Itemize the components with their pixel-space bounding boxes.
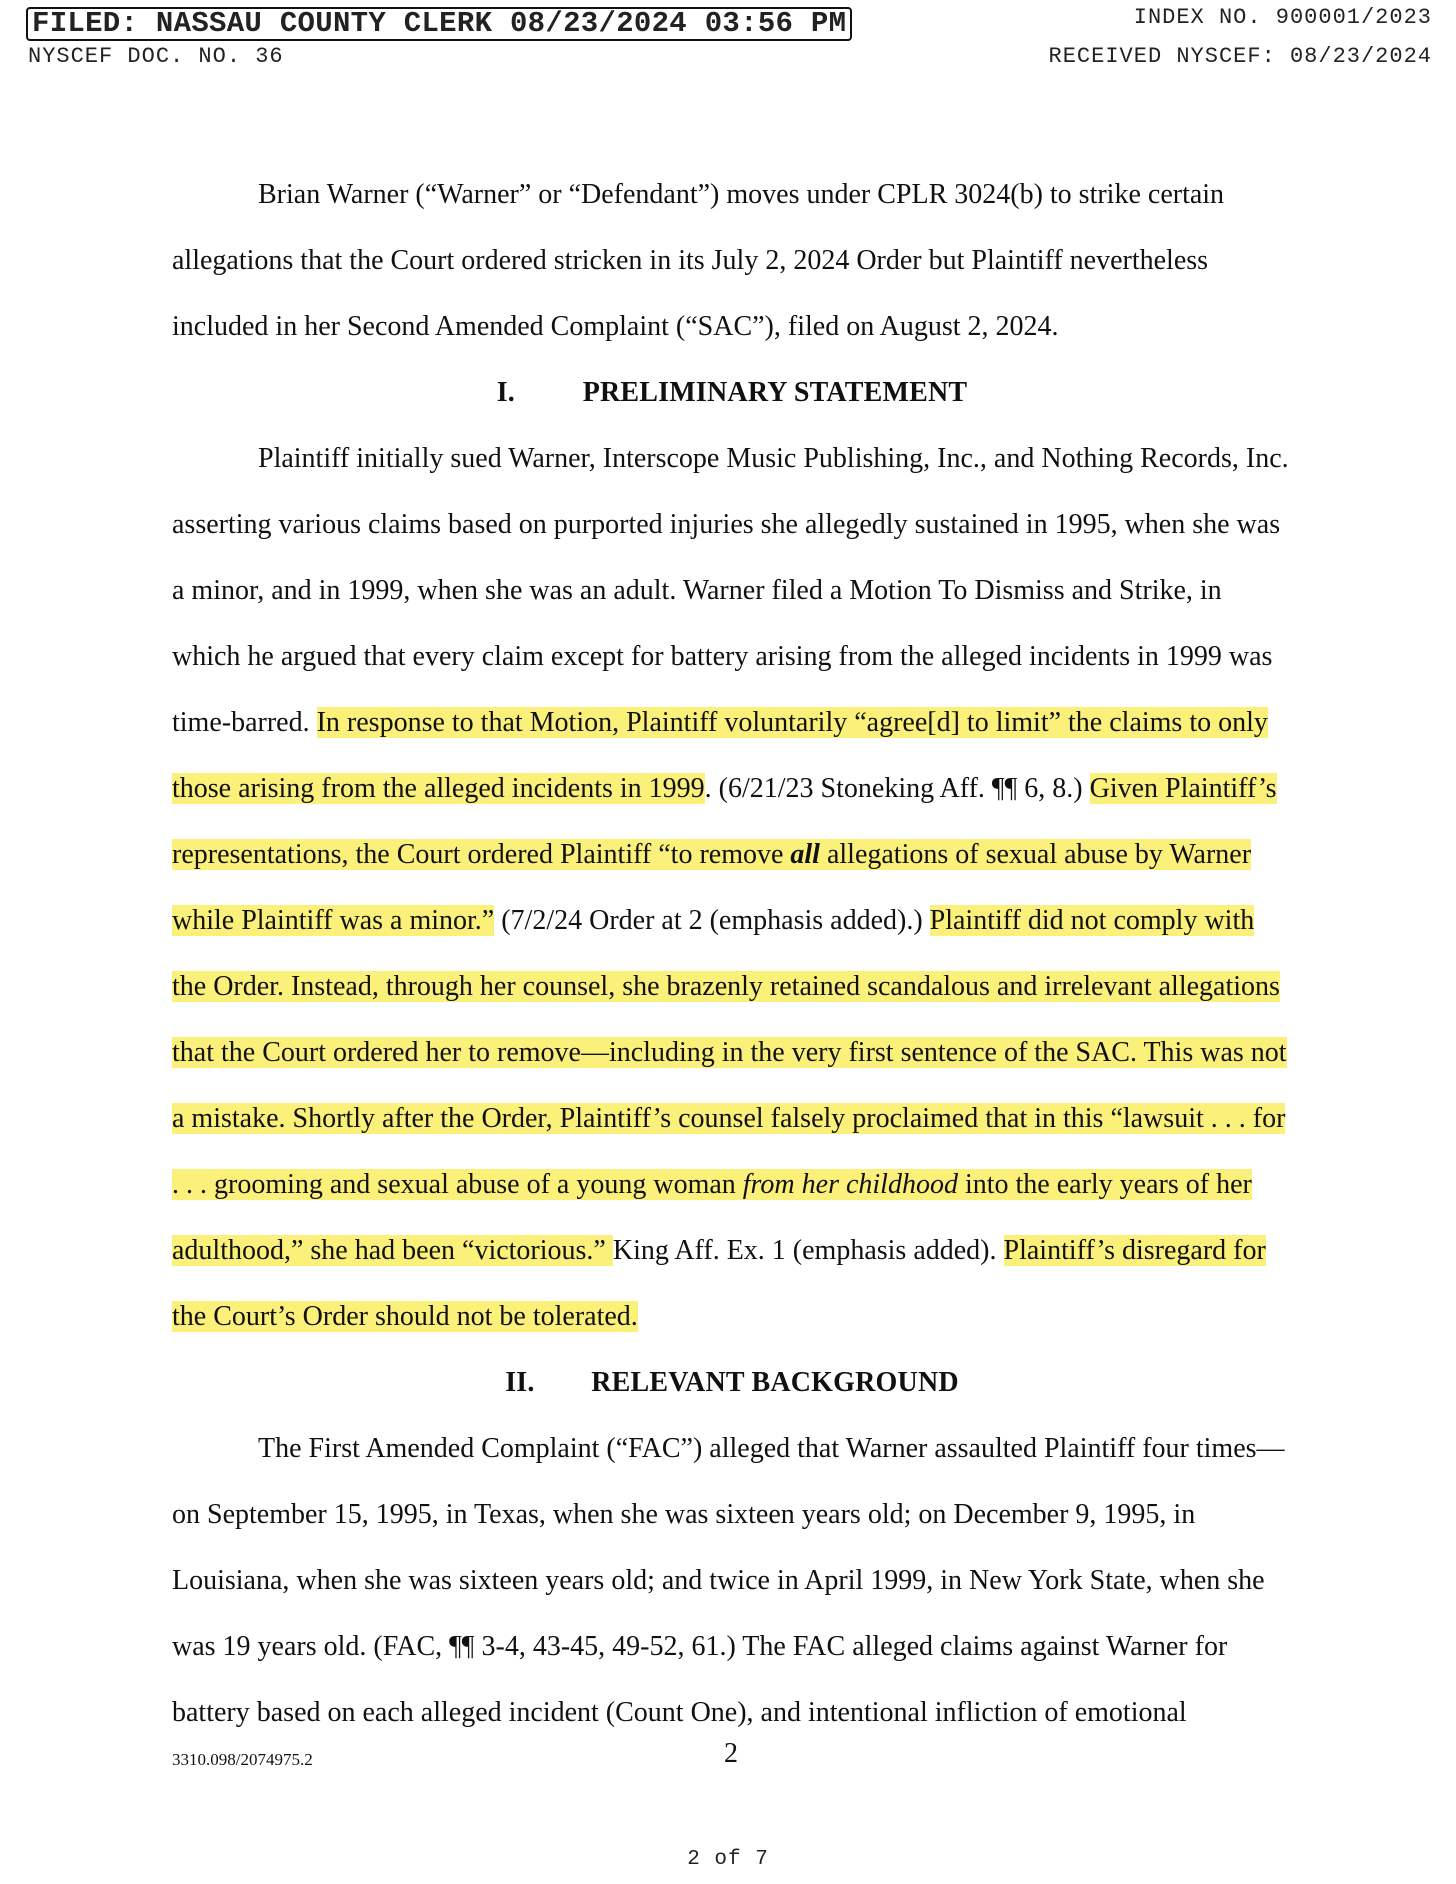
text-run: King Aff. Ex. 1 (emphasis added).	[612, 1235, 1004, 1266]
intro-paragraph: Brian Warner (“Warner” or “Defendant”) moves under CPLR 3024(b) to strike certain allegations that the Court ordered stricken in its July 2, 2024 Order but Plaintiff nevertheless included in her Second Amended Complaint (“SAC”), filed on August 2, 2024.	[172, 179, 1225, 342]
highlighted-text: In response to that Motion, Plaintiff voluntarily “agree[d] to limit” the claims to only those arising from the alleged incidents in 1999	[172, 707, 1268, 804]
text-run: (7/2/24 Order at 2 (emphasis added).)	[494, 905, 930, 936]
highlighted-text	[172, 905, 1287, 1266]
section-heading-preliminary	[172, 360, 1292, 426]
section-title: RELEVANT BACKGROUND	[591, 1367, 959, 1398]
highlighted-text: Plaintiff’s disregard for the Court’s Order should not be tolerated.	[172, 1235, 1266, 1332]
section-heading-background	[172, 1350, 1292, 1416]
text-run: . (6/21/23 Stoneking Aff. ¶¶ 6, 8.)	[704, 773, 1083, 804]
emphasis-text: all	[790, 839, 820, 870]
document-code: 3310.098/2074975.2	[172, 1750, 313, 1769]
nyscef-doc-number: NYSCEF DOC. NO. 36	[28, 44, 284, 69]
received-date: RECEIVED NYSCEF: 08/23/2024	[1048, 44, 1432, 69]
filed-stamp: FILED: NASSAU COUNTY CLERK 08/23/2024 03:56 PM	[26, 7, 852, 41]
page-of-total: 2 of 7	[687, 1848, 769, 1871]
preliminary-paragraph	[172, 426, 1292, 1350]
section-number: II.	[505, 1367, 535, 1398]
text-run: Plaintiff initially sued Warner, Interscope Music Publishing, Inc., and Nothing Records, Inc. asserting various claims based on purported injuries she allegedly sustained in 1995, when she was a minor, and in 1999, when she was an adult. Warner filed a Motion To Dismiss and Strike, in which he argued that every claim except for battery arising from the alleged incidents in 1999 was time-barred.	[172, 443, 1289, 738]
background-paragraph: The First Amended Complaint (“FAC”) alleged that Warner assaulted Plaintiff four times—on September 15, 1995, in Texas, when she was sixteen years old; on December 9, 1995, in Louisiana, when she was sixteen years old; and twice in April 1999, in New York State, when she was 19 years old. (FAC, ¶¶ 3-4, 43-45, 49-52, 61.) The FAC alleged claims against Warner for battery based on each alleged incident (Count One), and intentional infliction of emotional	[172, 1433, 1285, 1728]
text-run: allegations of sexual abuse by Warner while Plaintiff was a minor.”	[172, 839, 1252, 936]
document-body	[172, 162, 1292, 1746]
emphasis-text: from her childhood	[742, 1169, 958, 1200]
text-run: into the early years of her adulthood,” she had been “victorious.”	[172, 1169, 1252, 1266]
text-run: Given Plaintiff’s representations, the Court ordered Plaintiff “to remove	[172, 773, 1277, 870]
text-run: Plaintiff did not comply with the Order. Instead, through her counsel, she brazenly retained scandalous and irrelevant allegations that the Court ordered her to remove—including in the very first sentence of the SAC. This was not a mistake. Shortly after the Order, Plaintiff’s counsel falsely proclaimed that in this “lawsuit . . . for . . . grooming and sexual abuse of a young woman	[172, 905, 1287, 1200]
index-number: INDEX NO. 900001/2023	[1133, 5, 1432, 30]
section-title: PRELIMINARY STATEMENT	[582, 377, 968, 408]
page-number: 2	[724, 1738, 738, 1769]
section-number: I.	[496, 377, 515, 408]
